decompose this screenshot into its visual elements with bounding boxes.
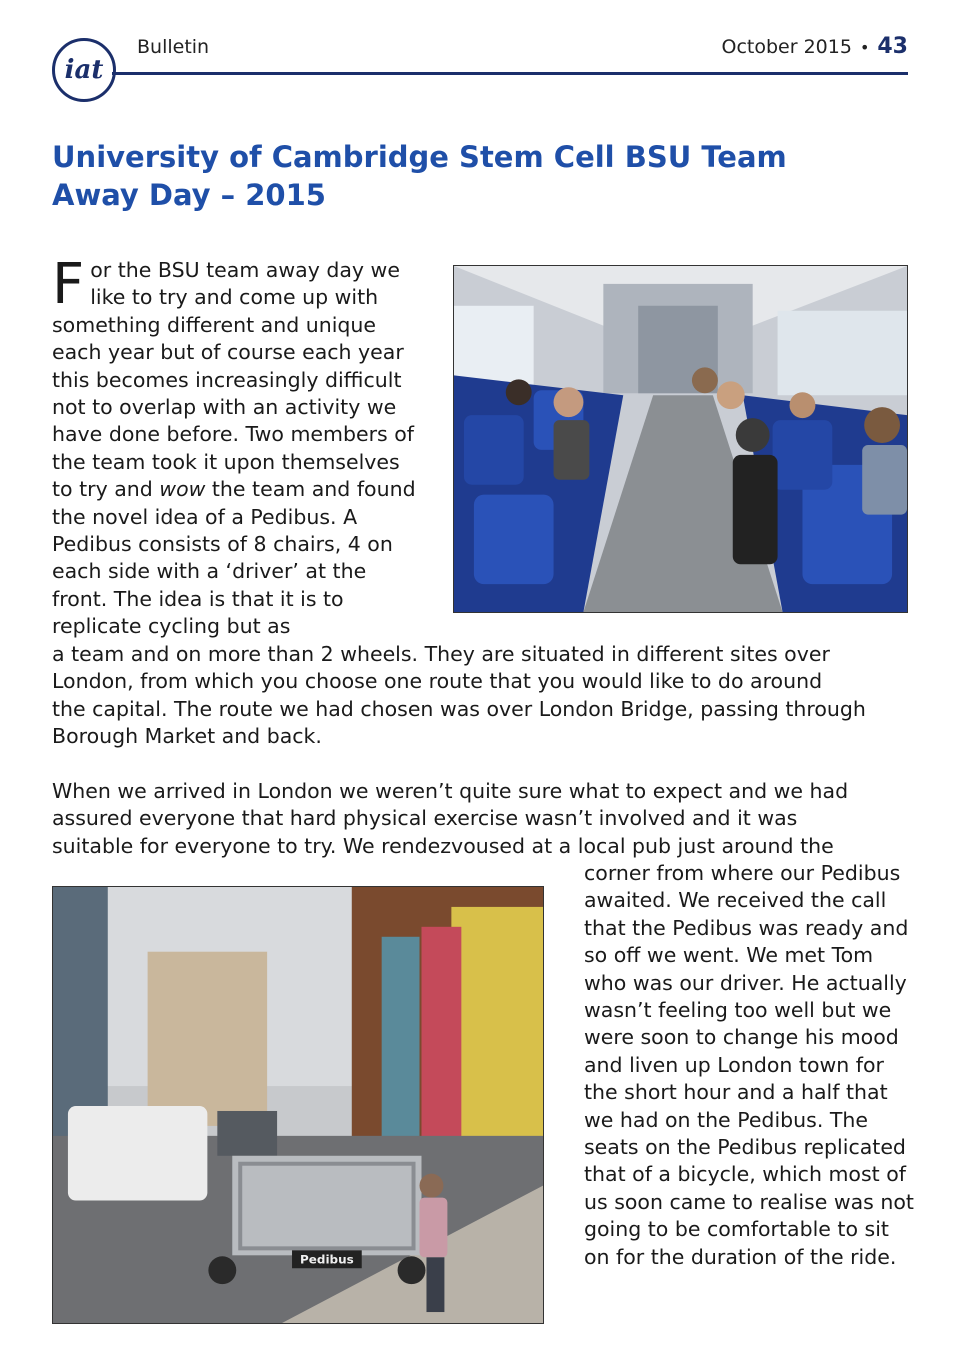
paragraph-2-column: corner from where our Pedibus awaited. We received the call that the Pedibus was ready and so off we went. We met Tom who was our driver. He actually wasn’t feeling too well but we were soon to change his mood and liven up London town for the short hour and a half that we had on the Pedibus. The seats on the Pedibus replicated that of a bicycle, which most of us soon came to realise was not going to be comfortable to sit on for the duration of the ride. — [584, 861, 914, 1269]
paragraph-2-line: assured everyone that hard physical exercise wasn’t involved and it was — [52, 806, 798, 831]
article-title — [52, 138, 912, 214]
paragraph-1-line: the capital. The route we had chosen was over London Bridge, passing through — [52, 696, 866, 721]
page-number: 43 — [877, 34, 908, 59]
paragraph-1-line: Borough Market and back. — [52, 724, 322, 749]
paragraph-1-text-cont: the team and found the novel idea of a Pedibus. A Pedibus consists of 8 chairs, 4 on each side with a ‘driver’ at the front. The idea is that it is to replicate cycling but as — [52, 477, 416, 639]
page-header — [0, 0, 960, 110]
section-name: Bulletin — [137, 36, 210, 58]
paragraph-1-line: a team and on more than 2 wheels. They are situated in different sites over — [52, 642, 830, 666]
header-rule — [112, 72, 908, 75]
paragraph-1-column — [52, 252, 424, 641]
issue-date: October 2015 — [721, 36, 852, 58]
logo-text: iat — [64, 55, 104, 85]
paragraph-1-full-width — [52, 641, 922, 751]
bullet-separator: • — [859, 38, 870, 57]
train-photo-illustration — [454, 266, 907, 612]
iat-logo — [52, 38, 116, 102]
title-line-2: Away Day – 2015 — [52, 178, 326, 212]
train-team-photo — [453, 265, 908, 613]
title-line-1: University of Cambridge Stem Cell BSU Team — [52, 140, 787, 174]
street-photo-illustration — [53, 887, 543, 1323]
issue-info — [722, 34, 909, 59]
pedibus-street-photo — [52, 886, 544, 1324]
paragraph-1-emphasis: wow — [159, 477, 206, 502]
paragraph-2-line: suitable for everyone to try. We rendezvoused at a local pub just around the — [52, 833, 834, 858]
drop-cap: F — [52, 252, 85, 317]
paragraph-1-text: or the BSU team away day we like to try and come up with something different and unique each year but of course each year this becomes increasingly difficult not to overlap with an activity we have done before. Two members of the team took it upon themselves to try and — [52, 258, 415, 502]
paragraph-2-line: When we arrived in London we weren’t quite sure what to expect and we had — [52, 779, 849, 803]
paragraph-1-line: London, from which you choose one route that you would like to do around — [52, 669, 823, 694]
paragraph-2-full-width — [52, 778, 922, 860]
pedibus-sign: Pedibus — [300, 1252, 354, 1267]
